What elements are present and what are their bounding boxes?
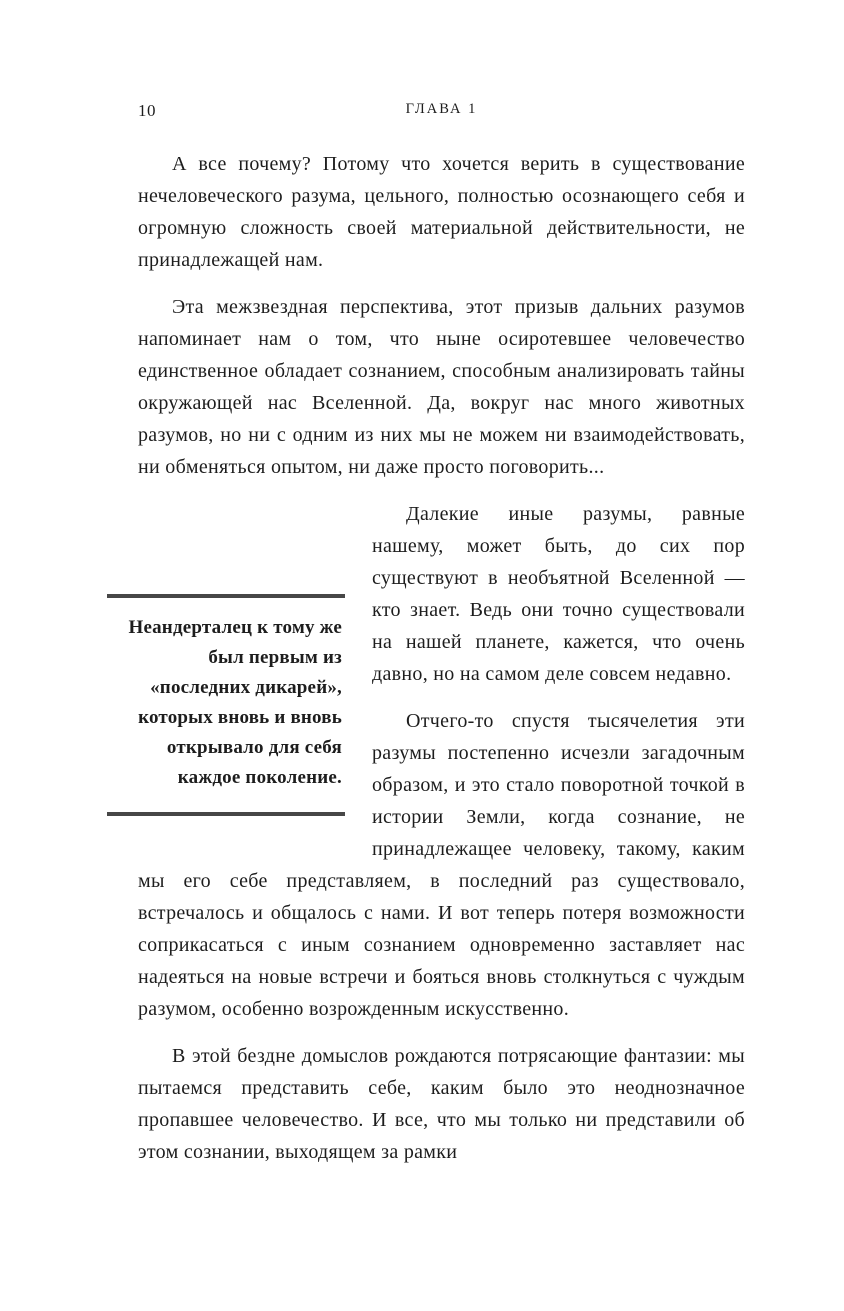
- pullquote-flow-section: [128, 498, 745, 1168]
- paragraph-2: Эта межзвездная перспектива, этот призыв дальних разумов напоминает нам о том, что ныне осиротевшее человечество единственное обладает сознанием, способным анализировать тайны окружающей нас Вселенной. Да, вокруг нас много животных разумов, но ни с одним из них мы не можем ни взаимодействовать, ни обменяться опытом, ни даже просто поговорить...: [138, 296, 745, 478]
- page-number: 10: [138, 101, 156, 120]
- pull-quote-bottom-rule: [107, 812, 345, 816]
- paragraph-4: Отчего-то спустя тысячелетия эти разумы постепенно исчезли загадочным образом, и это стало поворотной точкой в истории Земли, когда сознание, не принадлежащее человеку, такому, каким мы его себе представляем, в последний раз существовало, встречалось и общалось с нами. И вот теперь потеря возможности соприкасаться с иным сознанием одновременно заставляет нас надеяться на новые встречи и бояться вновь столкнуться с чуждым разумом, особенно возрожденным искусственно.: [138, 710, 745, 1020]
- paragraph-5: В этой бездне домыслов рождаются потрясающие фантазии: мы пытаемся представить себе, каким было это неоднозначное пропавшее человечество. И все, что мы только ни представили об этом сознании, выходящем за рамки: [138, 1045, 745, 1163]
- pull-quote-spacer: [107, 564, 345, 594]
- page-header: [138, 100, 745, 122]
- chapter-header: ГЛАВА 1: [405, 101, 478, 117]
- paragraph-1: А все почему? Потому что хочется верить в существование нечеловеческого разума, цельного, полностью осознающего себя и огромную сложность своей материальной действительности, не принадлежащей нам.: [138, 153, 745, 271]
- pull-quote-text: Неандерталец к тому же был первым из «последних дикарей», которых вновь и вновь открывало для себя каждое поколение.: [128, 617, 342, 788]
- paragraph-3: Далекие иные разумы, равные нашему, может быть, до сих пор существуют в необъятной Вселенной — кто знает. Ведь они точно существовали на нашей планете, кажется, что очень давно, но на самом деле совсем недавно.: [372, 503, 745, 685]
- pull-quote: [107, 564, 345, 816]
